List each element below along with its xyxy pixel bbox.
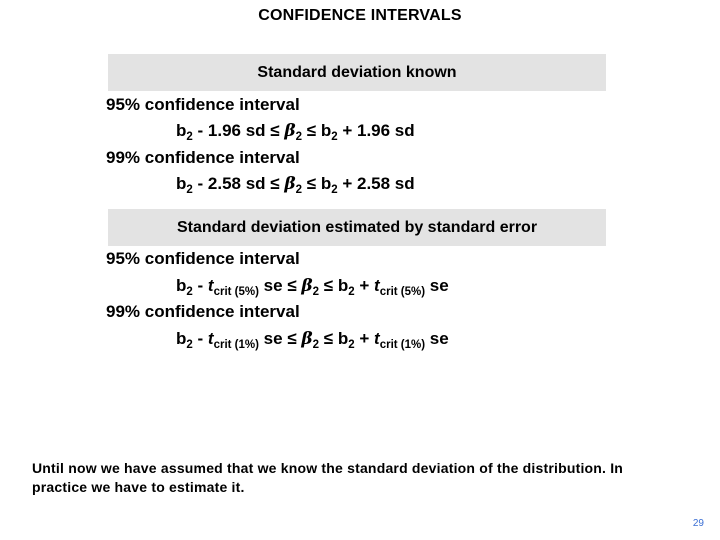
section-header-estimated: Standard deviation estimated by standard error [108, 209, 606, 246]
page-number: 29 [692, 518, 704, 529]
interval-99-estimated: $b_2 - t_{crit (1\%)}$ se ≤ $\beta_2 \le b_2 + t_{crit (1\%)}$ se [176, 329, 449, 351]
interval-95-estimated: $b_2 - t_{crit (5\%)}$ se ≤ $\beta_2 \le b_2 + t_{crit (5\%)}$ se [176, 276, 449, 298]
interval-99-known: $b_2 - 2.58$ sd ≤ $\beta_2 \le b_2 + 2.58$ sd [176, 174, 415, 196]
slide-title: CONFIDENCE INTERVALS [258, 7, 462, 24]
interval-95-known: $b_2 - 1.96$ sd ≤ $\beta_2 \le b_2 + 1.96$ sd [176, 121, 415, 143]
explanatory-note: Until now we have assumed that we know the standard deviation of the distribution. In practice we have to estimate it. [32, 460, 624, 495]
level-95-label: 95% confidence interval [106, 95, 300, 114]
level-99-label-estimated: 99% confidence interval [106, 302, 300, 321]
level-99-label: 99% confidence interval [106, 148, 300, 167]
level-95-label-estimated: 95% confidence interval [106, 249, 300, 268]
section-header-known: Standard deviation known [108, 54, 606, 91]
